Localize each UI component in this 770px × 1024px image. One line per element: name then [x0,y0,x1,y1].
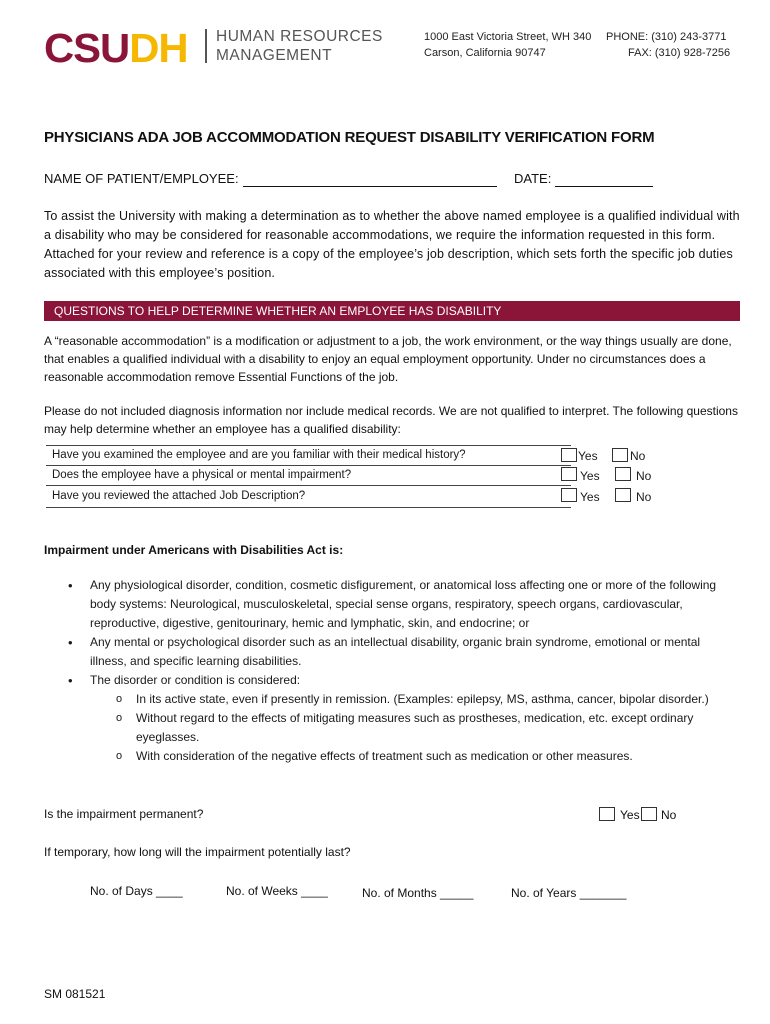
list-item: • The disorder or condition is considered: [68,671,728,690]
department-line-2: MANAGEMENT [216,47,333,64]
question-3-yes-checkbox[interactable] [561,488,577,502]
table-rule [46,507,571,508]
sub-list-item: o In its active state, even if presently in remission. (Examples: epilepsy, MS, asthma, cancer, bipolar disorder.) [116,690,728,709]
fax-number: FAX: (310) 928-7256 [628,47,731,59]
permanent-no-checkbox[interactable] [641,807,657,821]
department-line-1: HUMAN RESOURCES [216,28,383,45]
days-field[interactable]: No. of Days ____ [90,884,183,898]
yes-label: Yes [578,449,598,463]
permanent-question: Is the impairment permanent? [44,807,204,821]
impairment-heading: Impairment under Americans with Disabilities Act is: [44,543,344,557]
accommodation-definition: A “reasonable accommodation” is a modification or adjustment to a job, the work environment, or the way things usually are done, that enables a qualified individual with a disability to enjoy an equal employment opportunity. Under no circumstances does a reasonable accommodation remove Essential Functions of the job. [44,334,732,384]
form-code: SM 081521 [44,987,106,1001]
permanent-no-label: No [661,808,677,822]
question-text: Have you examined the employee and are you familiar with their medical history? [52,449,466,461]
question-row [46,465,726,485]
question-3-no-checkbox[interactable] [615,488,631,502]
weeks-field[interactable]: No. of Weeks ____ [226,884,328,898]
questions-table [46,445,726,507]
name-label: NAME OF PATIENT/EMPLOYEE: [44,171,239,186]
list-item: • Any physiological disorder, condition, cosmetic disfigurement, or anatomical loss affecting one or more of the following body systems: Neurological, musculoskeletal, special sense organs, respiratory, speech organs, cardiovascular, reproductive, digestive, genitourinary, hemic and lymphatic, skin, and endocrine; or [68,576,728,633]
form-title: PHYSICIANS ADA JOB ACCOMMODATION REQUEST DISABILITY VERIFICATION FORM [44,129,655,146]
sub-list-item: o Without regard to the effects of mitigating measures such as prostheses, medication, etc. except ordinary eyeglasses. [116,709,728,747]
instructions-paragraph: Please do not included diagnosis information nor include medical records. We are not qualified to interpret. The following questions may help determine whether an employee has a qualified disability: [44,404,738,436]
question-2-yes-checkbox[interactable] [561,467,577,481]
yes-label: Yes [580,490,600,504]
date-field[interactable] [555,186,653,187]
department-name [216,27,383,65]
question-row [46,485,726,507]
permanent-yes-checkbox[interactable] [599,807,615,821]
address-line-2: Carson, California 90747 [424,47,546,59]
temporary-question: If temporary, how long will the impairment potentially last? [44,845,351,859]
years-field[interactable]: No. of Years _______ [511,886,627,900]
name-field[interactable] [243,186,497,187]
address-block [424,29,591,61]
no-label: No [636,469,652,483]
intro-paragraph: To assist the University with making a determination as to whether the above named employee is a qualified individual with a disability who may be considered for reasonable accommodations, we require the information requested in this form. Attached for your review and reference is a copy of the employee’s job description, which sets forth the specific job duties associated with this employee’s position. [44,209,740,280]
date-label: DATE: [514,171,552,186]
question-1-yes-checkbox[interactable] [561,448,577,462]
phone-number: PHONE: (310) 243-3771 [606,31,727,43]
question-2-no-checkbox[interactable] [615,467,631,481]
csudh-logo [44,26,188,70]
logo-suffix: DH [129,25,188,71]
question-1-no-checkbox[interactable] [612,448,628,462]
question-text: Have you reviewed the attached Job Description? [52,490,306,502]
impairment-list [68,576,728,766]
no-label: No [636,490,652,504]
no-label: No [630,449,646,463]
sub-list-item: o With consideration of the negative effects of treatment such as medication or other measures. [116,747,728,766]
address-line-1: 1000 East Victoria Street, WH 340 [424,31,592,43]
question-text: Does the employee have a physical or mental impairment? [52,469,352,481]
question-row [46,445,726,465]
contact-block [606,29,730,61]
logo-prefix: CSU [44,25,130,71]
logo-divider [205,29,207,63]
list-item: • Any mental or psychological disorder such as an intellectual disability, organic brain syndrome, emotional or mental illness, and specific learning disabilities. [68,633,728,671]
sub-list [68,690,728,766]
yes-label: Yes [580,469,600,483]
months-field[interactable]: No. of Months _____ [362,886,474,900]
section-banner: QUESTIONS TO HELP DETERMINE WHETHER AN EMPLOYEE HAS DISABILITY [44,301,740,321]
permanent-yes-label: Yes [620,808,640,822]
